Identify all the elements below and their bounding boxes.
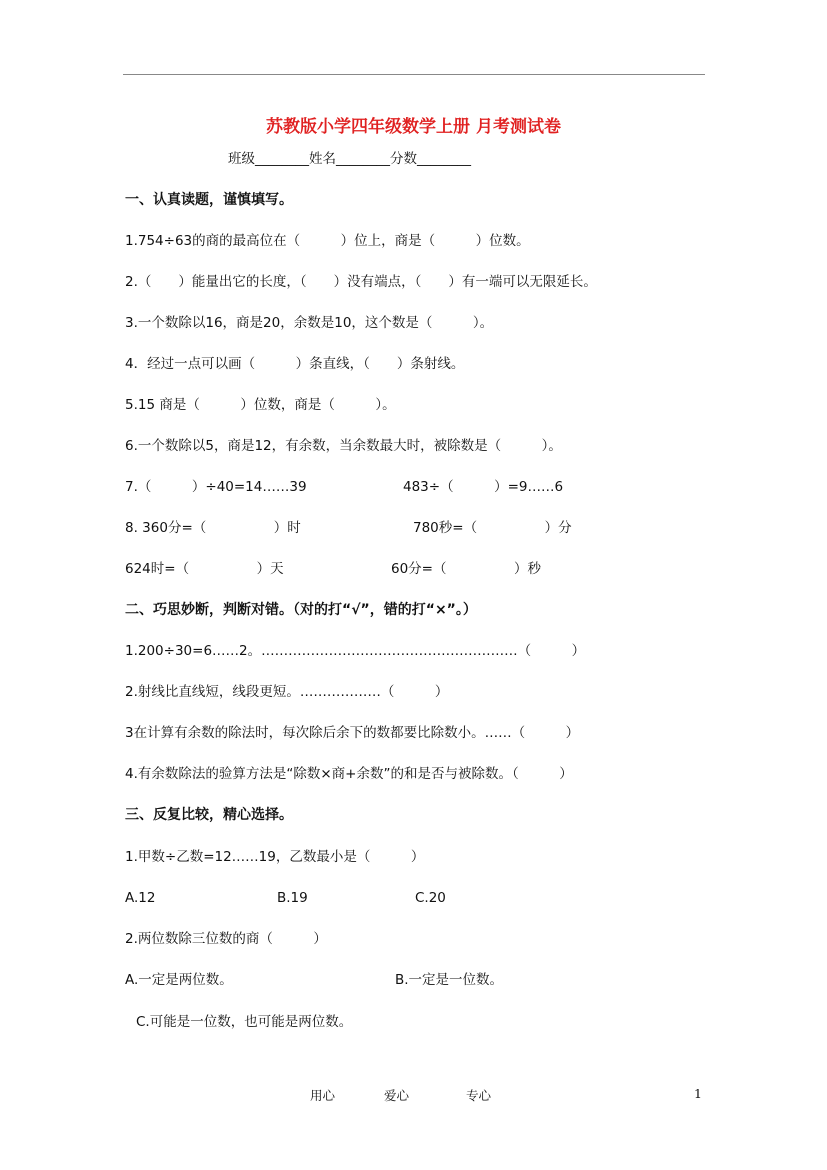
choice-option: B.19: [277, 890, 308, 906]
header-rule: [123, 74, 705, 75]
question-part: 7.（ ）÷40=14……39: [125, 479, 307, 495]
question-line: 2.（ ）能量出它的长度，（ ）没有端点，（ ）有一端可以无限延长。: [125, 274, 597, 290]
question-part: 8. 360分=（ ）时: [125, 520, 301, 536]
section-heading: 三、反复比较，精心选择。: [125, 807, 293, 823]
question-part: 624时=（ ）天: [125, 561, 284, 577]
question-line: 3.一个数除以16，商是20，余数是10，这个数是（ ）。: [125, 315, 494, 331]
choice-option: C.20: [415, 890, 446, 906]
student-info-line: 班级________姓名________分数________: [228, 151, 471, 167]
question-line: 1.754÷63的商的最高位在（ ）位上，商是（ ）位数。: [125, 233, 530, 249]
question-line: 5.15 商是（ ）位数，商是（ ）。: [125, 397, 396, 413]
choice-option: A.一定是两位数。: [125, 972, 233, 988]
question-part: 483÷（ ）=9……6: [403, 479, 564, 495]
footer-text: 爱心: [384, 1088, 410, 1103]
question-part: 780秒=（ ）分: [413, 520, 572, 536]
footer-text: 用心: [310, 1088, 336, 1103]
question-line: 1.甲数÷乙数=12……19，乙数最小是（ ）: [125, 849, 425, 865]
question-line: 3在计算有余数的除法时，每次除后余下的数都要比除数小。……（ ）: [125, 725, 580, 741]
section-heading: 二、巧思妙断，判断对错。（对的打“√”，错的打“×”。）: [125, 602, 477, 618]
section-heading: 一、认真读题，谨慎填写。: [125, 192, 293, 208]
choice-option: C.可能是一位数，也可能是两位数。: [136, 1014, 353, 1030]
page-number: 1: [694, 1086, 702, 1101]
question-line: 6.一个数除以5，商是12，有余数，当余数最大时，被除数是（ ）。: [125, 438, 562, 454]
page-title: 苏教版小学四年级数学上册 月考测试卷: [266, 117, 561, 137]
question-line: 2.两位数除三位数的商（ ）: [125, 931, 327, 947]
question-part: 60分=（ ）秒: [391, 561, 541, 577]
choice-option: B.一定是一位数。: [395, 972, 504, 988]
question-line: 1.200÷30=6……2。…………………………………………………（ ）: [125, 643, 586, 659]
choice-option: A.12: [125, 890, 156, 906]
footer-text: 专心: [466, 1088, 492, 1103]
question-line: 2.射线比直线短，线段更短。………………（ ）: [125, 684, 449, 700]
question-line: 4．经过一点可以画（ ）条直线，（ ）条射线。: [125, 356, 465, 372]
question-line: 4.有余数除法的验算方法是“除数×商+余数”的和是否与被除数。（ ）: [125, 766, 573, 782]
